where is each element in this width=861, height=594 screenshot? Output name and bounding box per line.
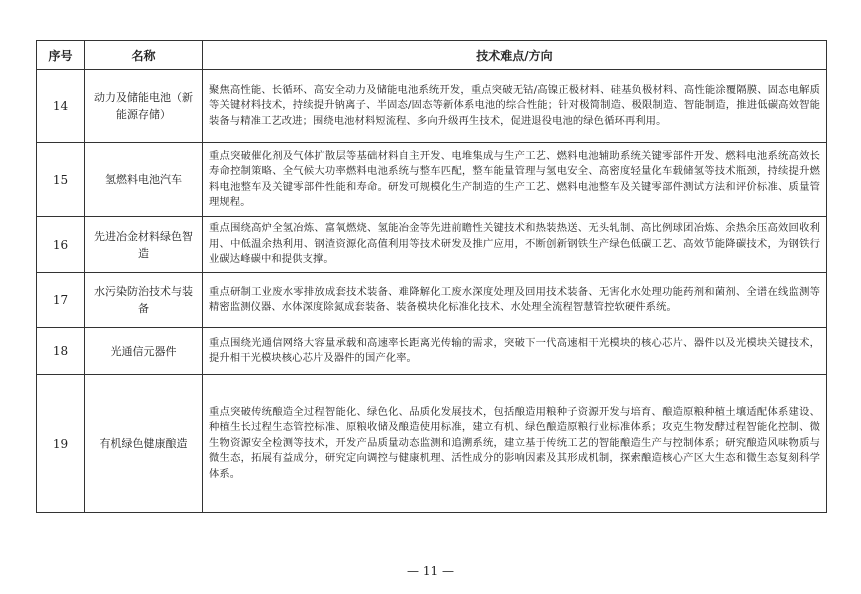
- table-row: [37, 375, 827, 513]
- table-row: [37, 217, 827, 273]
- header-index: 序号: [37, 41, 85, 70]
- row-direction: 重点突破催化剂及气体扩散层等基础材料自主开发、电堆集成与生产工艺、燃料电池辅助系统关键零部件开发、燃料电池系统高效长寿命控制策略、全气候大功率燃料电池系统与整车匹配，整车能量管理与氢电安全、高密度轻量化车载储氢等技术瓶颈，持续提升燃料电池整车及关键零部件性能和寿命。研发可规模化生产制造的生产工艺、燃料电池整车及关键零部件测试方法和评价标准、质量管理规程。: [203, 143, 827, 217]
- row-direction: 重点围绕光通信网络大容量承载和高速率长距离光传输的需求，突破下一代高速相干光模块的核心芯片、器件以及光模块关键技术，提升相干光模块核心芯片及器件的国产化率。: [203, 328, 827, 375]
- table-header-row: [37, 41, 827, 70]
- row-index: 19: [37, 375, 85, 513]
- table-row: [37, 143, 827, 217]
- row-direction: 重点突破传统酿造全过程智能化、绿色化、品质化发展技术，包括酿造用粮种子资源开发与培育、酿造原粮种植土壤适配体系建设、种植生长过程生态管控标准、原粮收储及酿造使用标准，建立有机、绿色酿造原粮行业标准体系；攻克生物发酵过程智能化控制、微生物资源安全检测等技术，开发产品质量动态监测和追溯系统，建立基于传统工艺的智能酿造生产与控制体系；研究酿造风味物质与微生态，拓展有益成分，研究定向调控与健康机理、活性成分的影响因素及其形成机制，探索酿造核心产区大生态和微生态复刻科学体系。: [203, 375, 827, 513]
- row-direction: 聚焦高性能、长循环、高安全动力及储能电池系统开发，重点突破无钴/高镍正极材料、硅基负极材料、高性能涂覆隔膜、固态电解质等关键材料技术，持续提升钠离子、半固态/固态等新体系电池的综合性能；针对极简制造、极限制造、智能制造，推进低碳高效智能装备与精准工艺改进；围绕电池材料短流程、多向升级再生技术，促进退役电池的绿色循环再利用。: [203, 70, 827, 143]
- row-name: 动力及储能电池（新能源存储）: [85, 70, 203, 143]
- table-row: [37, 70, 827, 143]
- row-index: 14: [37, 70, 85, 143]
- table-row: [37, 328, 827, 375]
- row-name: 有机绿色健康酿造: [85, 375, 203, 513]
- page-number: — 11 —: [407, 564, 454, 578]
- row-name: 光通信元器件: [85, 328, 203, 375]
- row-index: 17: [37, 273, 85, 328]
- row-index: 15: [37, 143, 85, 217]
- row-name: 氢燃料电池汽车: [85, 143, 203, 217]
- row-name: 水污染防治技术与装备: [85, 273, 203, 328]
- header-direction: 技术难点/方向: [203, 41, 827, 70]
- table-row: [37, 273, 827, 328]
- row-direction: 重点围绕高炉全氢冶炼、富氧燃烧、氢能冶金等先进前瞻性关键技术和热装热送、无头轧制、高比例球团冶炼、余热余压高效回收利用、中低温余热利用、钢渣资源化高值利用等技术研发及推广应用，不断创新钢铁生产绿色低碳工艺、高效节能降碳技术，为钢铁行业碳达峰碳中和提供支撑。: [203, 217, 827, 273]
- row-direction: 重点研制工业废水零排放成套技术装备、难降解化工废水深度处理及回用技术装备、无害化水处理功能药剂和菌剂、全谱在线监测等精密监测仪器、水体深度除氮成套装备、装备模块化标准化技术、水处理全流程智慧管控软硬件系统。: [203, 273, 827, 328]
- row-name: 先进冶金材料绿色智造: [85, 217, 203, 273]
- tech-directions-table: [36, 40, 827, 513]
- header-name: 名称: [85, 41, 203, 70]
- row-index: 18: [37, 328, 85, 375]
- row-index: 16: [37, 217, 85, 273]
